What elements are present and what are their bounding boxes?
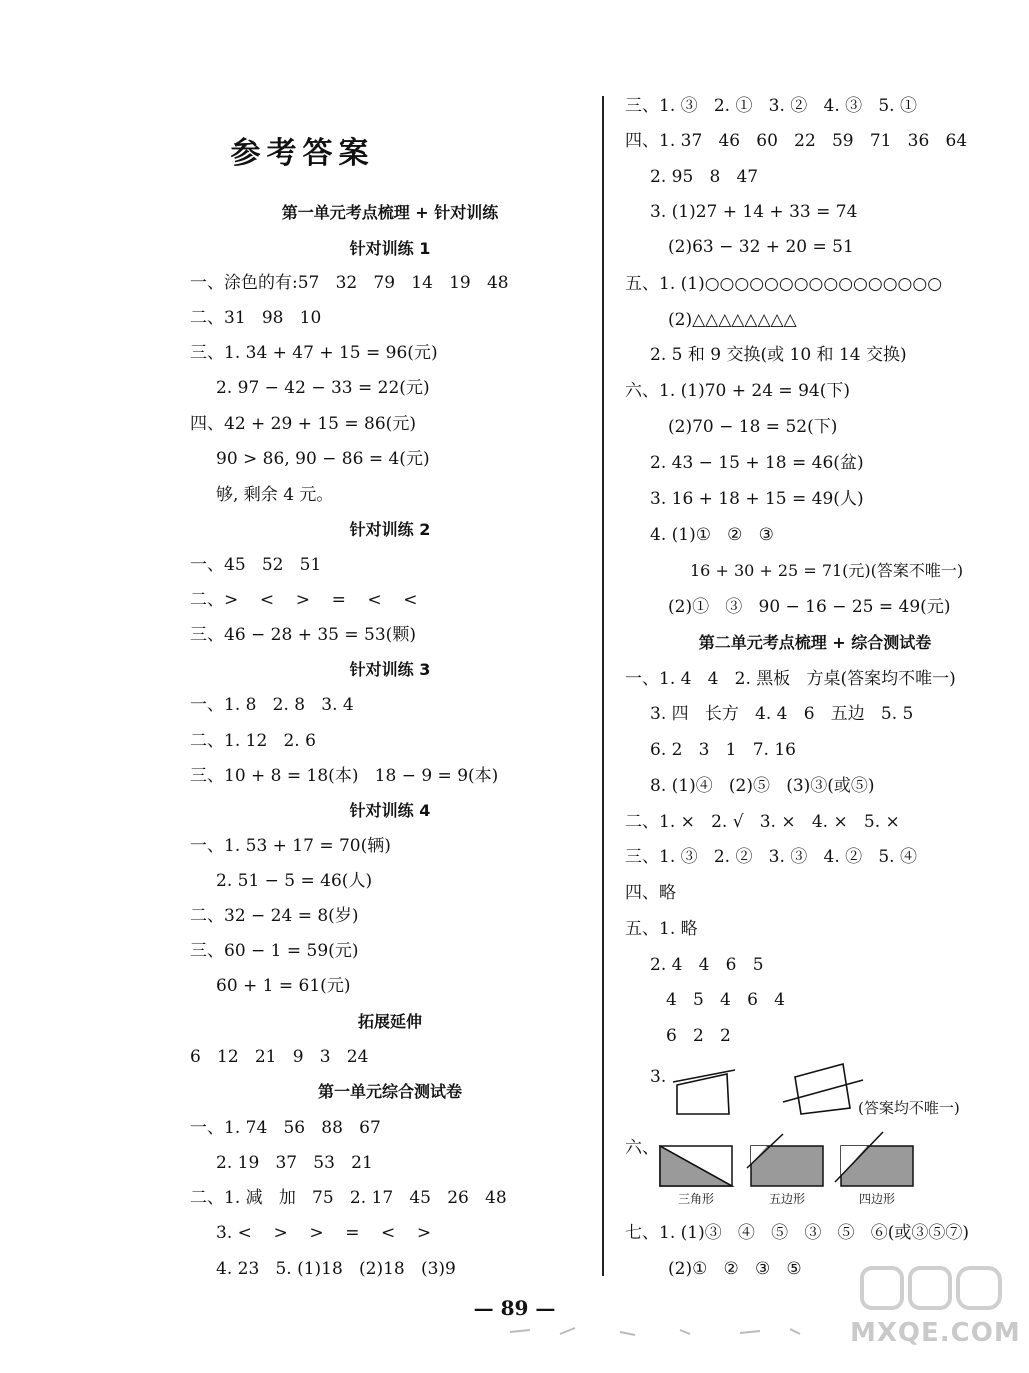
- shape-label: 四边形: [858, 1192, 896, 1206]
- shape-label: 五边形: [768, 1192, 806, 1206]
- section-heading-training3: 针对训练 3: [349, 660, 431, 679]
- answer-line: 3.: [650, 1067, 667, 1087]
- answer-line: 五、1. (1)○○○○○○○○○○○○○○○○: [625, 274, 943, 294]
- answer-line: 3. (1)27 + 14 + 33 = 74: [650, 202, 858, 222]
- shape-label: 三角形: [677, 1192, 715, 1206]
- answer-line: 二、1. 12 2. 6: [190, 731, 316, 751]
- answer-line: 一、1. 74 56 88 67: [190, 1118, 381, 1138]
- answer-line: (2)① ② ③ ⑤: [668, 1259, 802, 1279]
- answer-line: 2. 95 8 47: [650, 167, 759, 187]
- answer-line: 三、10 + 8 = 18(本) 18 − 9 = 9(本): [190, 766, 499, 786]
- answer-line: 2. 19 37 53 21: [216, 1153, 373, 1173]
- page-title: 参考答案: [230, 136, 375, 171]
- answer-line: 五、1. 略: [625, 919, 698, 939]
- answer-line: 16 + 30 + 25 = 71(元)(答案不唯一): [690, 561, 964, 580]
- section-heading-training1: 针对训练 1: [349, 239, 431, 258]
- answer-line: 四、1. 37 46 60 22 59 71 36 64: [625, 131, 968, 151]
- section-heading-extension: 拓展延伸: [357, 1012, 422, 1031]
- answer-line: 三、1. ③ 2. ② 3. ③ 4. ② 5. ④: [625, 847, 917, 867]
- quadrilateral-shape: [795, 1064, 850, 1114]
- answer-line: 3. 16 + 18 + 15 = 49(人): [650, 489, 864, 509]
- answer-line: (2)△△△△△△△△: [668, 310, 797, 330]
- answer-line: 二、32 − 24 = 8(岁): [190, 906, 359, 926]
- answer-line: 3. < > > = < >: [216, 1223, 432, 1243]
- answer-line: 6 12 21 9 3 24: [190, 1047, 369, 1067]
- answer-line: 6 2 2: [666, 1026, 731, 1046]
- answer-line: (2)① ③ 90 − 16 − 25 = 49(元): [668, 597, 951, 617]
- answer-line: 一、1. 53 + 17 = 70(辆): [190, 836, 391, 856]
- answer-line: 二、1. × 2. √ 3. × 4. × 5. ×: [625, 812, 900, 832]
- answer-line: 2. 51 − 5 = 46(人): [216, 871, 373, 891]
- answer-line: 四、42 + 29 + 15 = 86(元): [190, 414, 416, 434]
- scan-noise: [500, 1320, 830, 1340]
- answer-line: 2. 43 − 15 + 18 = 46(盆): [650, 453, 864, 473]
- answer-line: 七、1. (1)③ ④ ⑤ ③ ⑤ ⑥(或③⑤⑦): [625, 1223, 970, 1243]
- watermark-logo: [858, 1262, 1008, 1318]
- answer-line: 2. 5 和 9 交换(或 10 和 14 交换): [650, 345, 907, 365]
- cut-shapes-figure: [665, 1060, 865, 1120]
- answer-line: 二、1. 减 加 75 2. 17 45 26 48: [190, 1188, 507, 1208]
- answer-line: 6. 2 3 1 7. 16: [650, 740, 796, 760]
- answer-line: 四、略: [625, 883, 676, 903]
- answer-line: (2)70 − 18 = 52(下): [668, 417, 838, 437]
- section-heading-unit1: 第一单元考点梳理 + 针对训练: [281, 203, 499, 222]
- answer-line: 4. (1)① ② ③: [650, 525, 774, 545]
- answer-line: 60 + 1 = 61(元): [216, 976, 351, 996]
- answer-line: 2. 97 − 42 − 33 = 22(元): [216, 378, 430, 398]
- answer-line: 六、: [625, 1138, 659, 1158]
- answer-line: 六、1. (1)70 + 24 = 94(下): [625, 381, 850, 401]
- answer-line: 一、1. 8 2. 8 3. 4: [190, 695, 354, 715]
- answer-line: 三、60 − 1 = 59(元): [190, 941, 359, 961]
- rectangle-shape: [751, 1146, 823, 1186]
- answer-line: 三、1. ③ 2. ① 3. ② 4. ③ 5. ①: [625, 96, 917, 116]
- answer-line: 一、涂色的有:57 32 79 14 19 48: [190, 273, 509, 293]
- answer-line: 一、1. 4 4 2. 黑板 方桌(答案均不唯一): [625, 669, 956, 689]
- answer-line: 三、1. 34 + 47 + 15 = 96(元): [190, 343, 438, 363]
- answer-line: 够, 剩余 4 元。: [216, 485, 334, 505]
- section-heading-training2: 针对训练 2: [349, 520, 431, 539]
- answer-line: 3. 四 长方 4. 4 6 五边 5. 5: [650, 704, 914, 724]
- answer-line: 4. 23 5. (1)18 (2)18 (3)9: [216, 1259, 456, 1279]
- answer-line: 三、46 − 28 + 35 = 53(颗): [190, 625, 416, 645]
- watermark-text: MXQE.COM: [850, 1318, 1021, 1348]
- cut-rectangles-figure: [655, 1130, 920, 1210]
- section-heading-unit2: 第二单元考点梳理 + 综合测试卷: [698, 633, 932, 652]
- answer-line: (2)63 − 32 + 20 = 51: [668, 237, 854, 257]
- section-heading-training4: 针对训练 4: [349, 801, 431, 820]
- page-number: — 89 —: [473, 1296, 556, 1320]
- answer-note: (答案均不唯一): [858, 1099, 960, 1117]
- answer-line: 90 > 86, 90 − 86 = 4(元): [216, 449, 430, 469]
- section-heading-unit1-test: 第一单元综合测试卷: [317, 1082, 462, 1101]
- answer-line: 8. (1)④ (2)⑤ (3)③(或⑤): [650, 776, 875, 796]
- answer-line: 2. 4 4 6 5: [650, 955, 764, 975]
- answer-line: 二、> < > = < <: [190, 590, 418, 610]
- cut-line: [673, 1070, 735, 1082]
- answer-line: 二、31 98 10: [190, 308, 322, 328]
- answer-line: 4 5 4 6 4: [666, 990, 785, 1010]
- cut-line: [783, 1080, 863, 1102]
- answer-line: 一、45 52 51: [190, 555, 322, 575]
- column-divider: [602, 96, 604, 1276]
